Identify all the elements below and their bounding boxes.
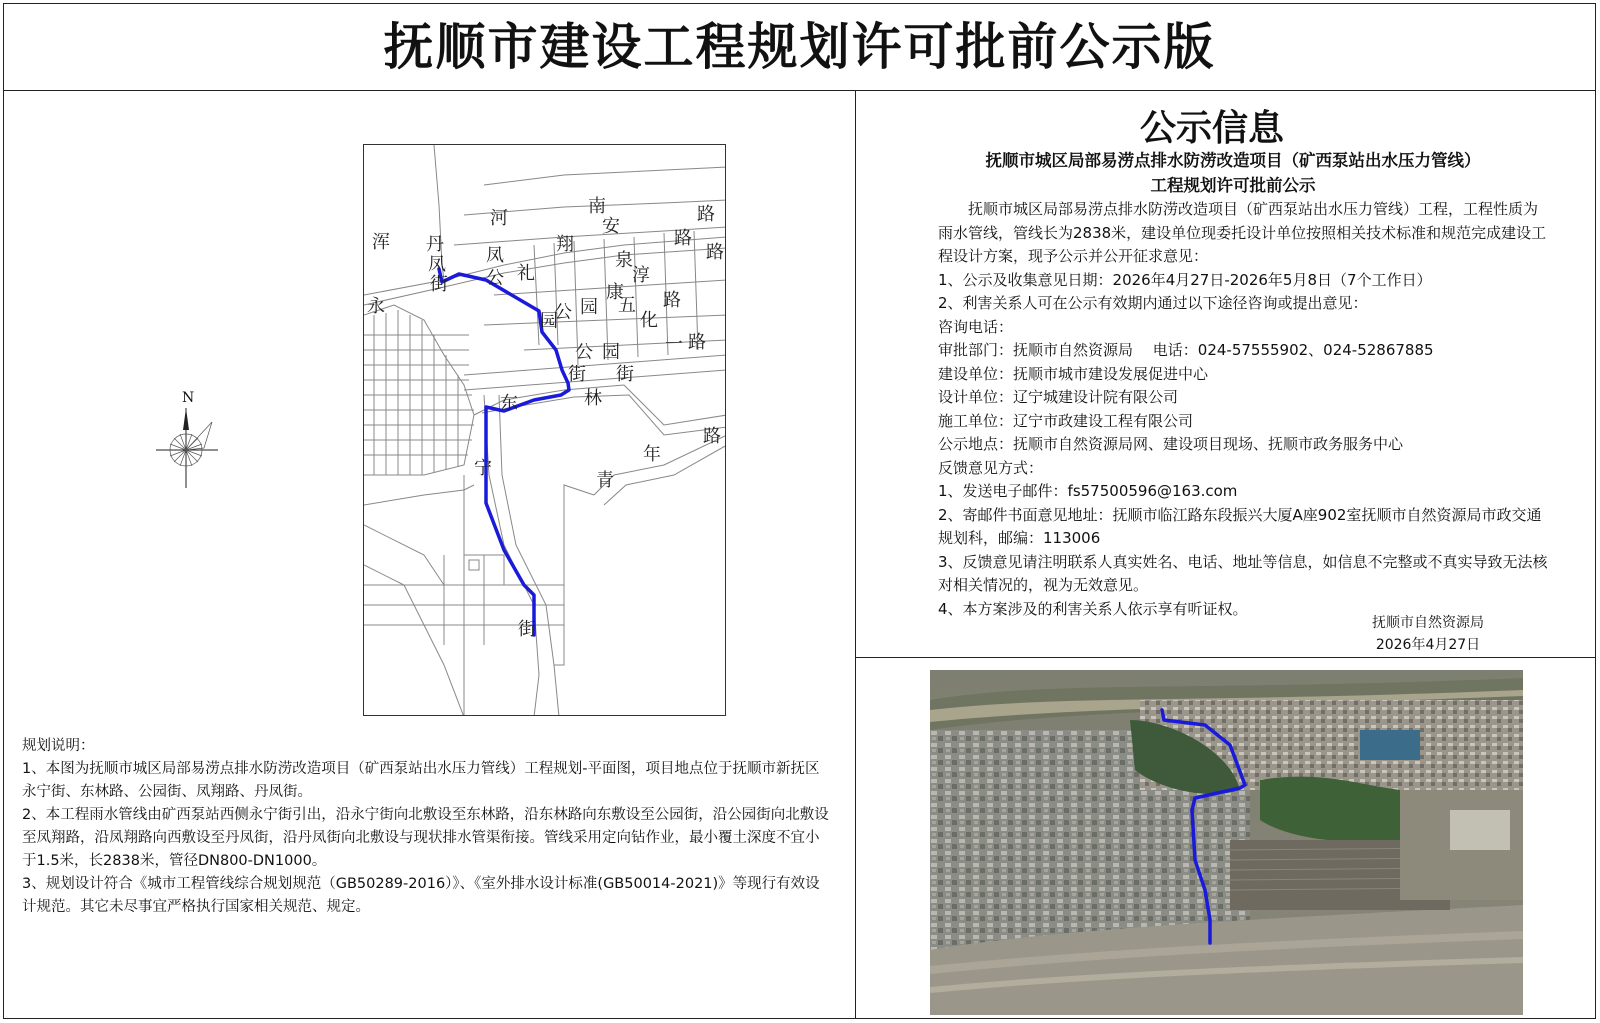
map-label: 浑 [372, 232, 390, 253]
map-label: 路 [697, 204, 715, 225]
notice-line: 1、公示及收集意见日期：2026年4月27日-2026年5月8日（7个工作日） [938, 270, 1432, 289]
map-label: 园 [540, 311, 558, 332]
map-label: 礼 [517, 263, 535, 284]
map-label: 一 [665, 334, 683, 355]
map-label: 永 [367, 296, 385, 317]
info-title: 公示信息 [1140, 107, 1285, 149]
notice-line: 施工单位：辽宁市政建设工程有限公司 [938, 411, 1194, 430]
notice-line: 咨询电话： [938, 317, 1014, 336]
compass-north-label: N [182, 390, 195, 406]
map-label: 凤 [486, 245, 504, 266]
notice-intro: 抚顺市城区局部易涝点排水防涝改造项目（矿西泵站出水压力管线）工程，工程性质为雨水管线，管线长为2838米，建设单位现委托设计单位按照相关技术标准和规范完成建设工程设计方案，现予公示并公开征求意见： [938, 200, 1547, 265]
map-label: 街 [430, 274, 448, 295]
map-label: 街 [518, 619, 536, 640]
notice-line: 2、寄邮件书面意见地址：抚顺市临江路东段振兴大厦A座902室抚顺市自然资源局市政交通规划科，邮编：113006 [938, 505, 1542, 547]
compass-icon [148, 390, 228, 500]
map-label: 青 [596, 470, 614, 491]
map-label: 凤 [428, 254, 446, 275]
page-title: 抚顺市建设工程规划许可批前公示版 [383, 17, 1216, 76]
map-label: 宁 [474, 458, 492, 479]
row-divider [856, 657, 1596, 658]
map-label: 街 [568, 364, 586, 385]
map-label: 路 [663, 290, 681, 311]
notice-subtitle-2: 工程规划许可批前公示 [1150, 176, 1316, 195]
notice-line: 3、反馈意见请注明联系人真实姓名、电话、地址等信息，如信息不完整或不真实导致无法核对相关情况的，视为无效意见。 [938, 552, 1548, 594]
map-label: 公 [554, 302, 572, 323]
notice-line: 反馈意见方式： [938, 458, 1044, 477]
notes-item: 2、本工程雨水管线由矿西泵站西侧永宁街引出，沿永宁街向北敷设至东林路，沿东林路向东敷设至公园街，沿公园街向北敷设至凤翔路，沿凤翔路向西敷设至丹凤街，沿丹凤街向北敷设与现状排水管渠衔接。管线采用定向钻作业，最小覆土深度不宜小于1.5米，长2838米，管径DN800-DN1000。 [22, 807, 829, 869]
map-label: 康 [606, 282, 624, 303]
notes-item: 3、规划设计符合《城市工程管线综合规划规范（GB50289-2016）》、《室外排水设计标准(GB50014-2021)》等现行有效设计规范。其它未尽事宜严格执行国家相关规范、规定。 [22, 876, 820, 915]
sign-date: 2026年4月27日 [1375, 637, 1481, 653]
notice-line: 建设单位：抚顺市城市建设发展促进中心 [938, 364, 1209, 383]
signature-block [1372, 612, 1484, 656]
map-label: 街 [616, 364, 634, 385]
map-label: 安 [602, 216, 620, 237]
map-label: 翔 [556, 234, 574, 255]
notice-line: 公示地点：抚顺市自然资源局网、建设项目现场、抚顺市政务服务中心 [938, 435, 1404, 453]
map-label: 路 [688, 332, 706, 353]
notice-subtitle-1: 抚顺市城区局部易涝点排水防涝改造项目（矿西泵站出水压力管线） [985, 151, 1481, 170]
map-label: 丹 [426, 234, 444, 255]
satellite-image [930, 670, 1523, 1015]
notes-item: 1、本图为抚顺市城区局部易涝点排水防涝改造项目（矿西泵站出水压力管线）工程规划-平面图，项目地点位于抚顺市新抚区永宁街、东林路、公园街、凤翔路、丹凤街。 [22, 761, 820, 800]
map-label: 公 [575, 342, 593, 363]
map-label: 公 [486, 268, 504, 289]
map-label: 化 [640, 310, 658, 331]
plan-map [363, 144, 726, 716]
page-header [3, 3, 1596, 91]
notice-line: 设计单位：辽宁城建设计院有限公司 [938, 388, 1179, 406]
map-label: 淳 [632, 265, 650, 286]
map-label: 园 [602, 342, 620, 363]
map-label: 东 [500, 393, 518, 414]
map-label: 年 [643, 444, 661, 465]
notes-heading: 规划说明： [22, 738, 95, 754]
notice-email: 1、发送电子邮件：fs57500596@163.com [938, 482, 1238, 500]
map-label: 林 [584, 388, 602, 409]
map-label: 路 [706, 242, 724, 263]
notice-line: 审批部门：抚顺市自然资源局 电话：024-57555902、024-52867885 [938, 341, 1434, 359]
planning-notes [22, 735, 832, 919]
map-label: 路 [674, 228, 692, 249]
map-label: 园 [580, 297, 598, 318]
notice-line: 2、利害关系人可在公示有效期内通过以下途径咨询或提出意见： [938, 294, 1368, 312]
map-label: 路 [703, 426, 721, 447]
sign-org: 抚顺市自然资源局 [1372, 615, 1484, 631]
notice-panel [878, 148, 1588, 653]
map-label: 河 [490, 208, 508, 229]
map-label: 泉 [615, 250, 633, 271]
notice-line: 4、本方案涉及的利害关系人依示享有听证权。 [938, 599, 1248, 618]
column-divider [855, 91, 856, 1019]
map-label: 五 [618, 295, 636, 316]
map-label: 南 [588, 196, 606, 217]
